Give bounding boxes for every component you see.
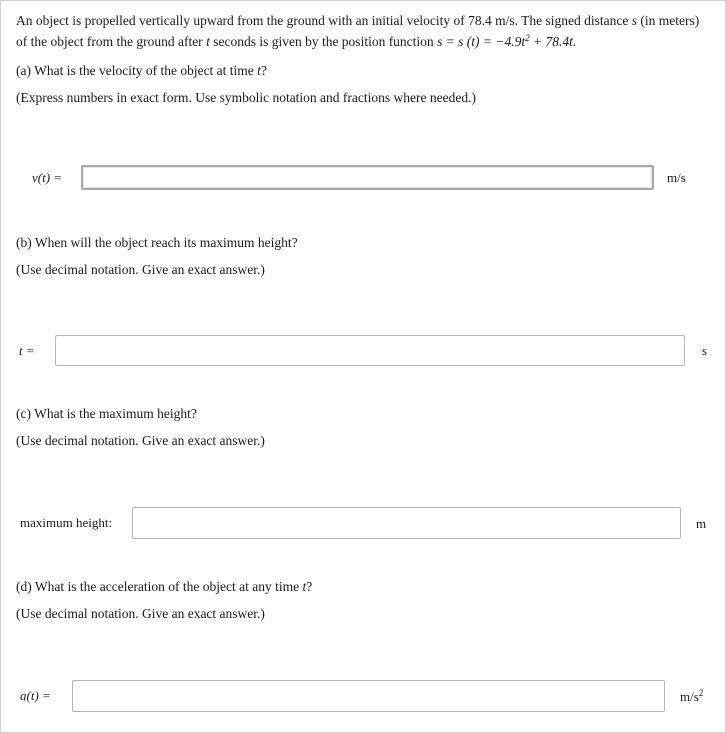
- distance-variable: s: [631, 13, 637, 28]
- time-label: t =: [19, 343, 35, 358]
- max-height-label: maximum height:: [20, 515, 113, 530]
- part-b-instruction: (Use decimal notation. Give an exact answer.): [16, 262, 265, 277]
- velocity-input[interactable]: [81, 165, 654, 190]
- time-input[interactable]: [55, 335, 685, 366]
- problem-text: seconds is given by the position function: [213, 34, 434, 49]
- velocity-label: v(t) =: [32, 170, 63, 185]
- time-variable: t: [206, 34, 210, 49]
- part-a-question: (a) What is the velocity of the object at time t?: [16, 63, 267, 78]
- problem-statement-line-1: [16, 10, 699, 32]
- part-b-question: (b) When will the object reach its maximum height?: [16, 235, 298, 250]
- acceleration-label: a(t) =: [20, 688, 51, 703]
- velocity-unit: m/s: [667, 170, 686, 185]
- max-height-unit: m: [696, 516, 707, 531]
- part-d-question: (d) What is the acceleration of the object at any time t?: [16, 579, 313, 594]
- part-c-question: (c) What is the maximum height?: [16, 406, 197, 421]
- problem-statement-line-2: [16, 31, 576, 53]
- part-a-instruction: (Express numbers in exact form. Use symbolic notation and fractions where needed.): [16, 90, 476, 105]
- acceleration-input[interactable]: [72, 680, 665, 712]
- acceleration-unit: $m/s^2$: [680, 688, 704, 704]
- part-d-instruction: (Use decimal notation. Give an exact answer.): [16, 606, 265, 621]
- position-function: s = s $(t) = -4.9t^2 + 78.4t$.: [437, 33, 577, 49]
- time-unit: s: [702, 343, 708, 358]
- part-c-instruction: (Use decimal notation. Give an exact answer.): [16, 433, 265, 448]
- problem-text: of the object from the ground after: [16, 34, 203, 49]
- problem-text: An object is propelled vertically upward from the ground with an initial velocity of 78.4 m/s. The signed distance: [16, 13, 629, 28]
- max-height-input[interactable]: [132, 507, 681, 539]
- problem-text-units: (in meters): [640, 13, 700, 28]
